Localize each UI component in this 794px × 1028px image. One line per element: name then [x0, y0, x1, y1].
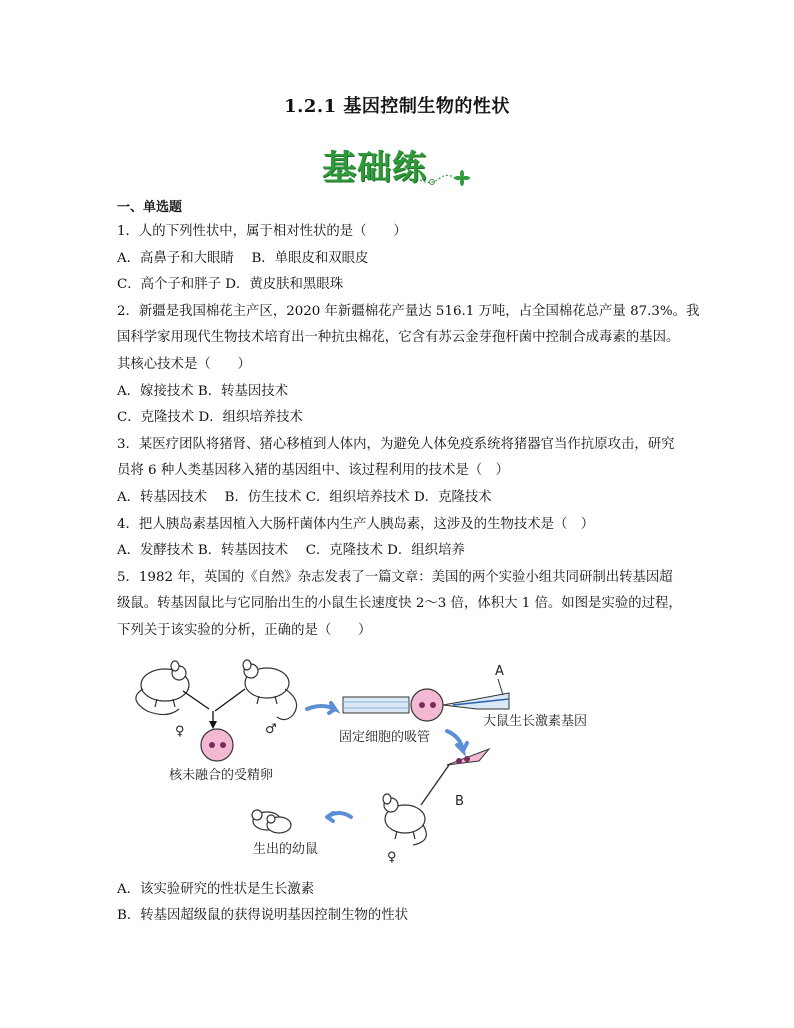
question-3: [117, 432, 677, 512]
page-title: 1.2.1 基因控制生物的性状: [284, 96, 510, 117]
flow-arrow-icon: [327, 813, 351, 821]
question-stem: 1．人的下列性状中，属于相对性状的是（ ）: [117, 224, 407, 239]
badge-label: 基础练: [322, 148, 427, 188]
male-symbol: ♂: [265, 721, 277, 737]
surrogate-mouse-icon: [383, 794, 426, 845]
question-stem: 下列关于该实验的分析，正确的是（ ）: [117, 622, 372, 638]
question-4: [117, 512, 677, 565]
section-heading: 一、单选题: [117, 200, 183, 215]
option-line: C．高个子和胖子 D．黄皮肤和黑眼珠: [117, 277, 344, 293]
baby-mice-icon: [252, 810, 291, 833]
question-stem: 员将 6 种人类基因移入猪的基因组中、该过程利用的技术是（ ）: [117, 463, 509, 479]
female-symbol-2: ♀: [387, 849, 397, 865]
question-stem: 其核心技术是（ ）: [117, 356, 251, 372]
pipette-label: 固定细胞的吸管: [339, 729, 431, 745]
fertilized-egg-label: 核未融合的受精卵: [169, 767, 274, 783]
question-stem: 3．某医疗团队将猪肾、猪心移植到人体内，为避免人体免疫系统将猪器官当作抗原攻击，研究: [117, 436, 675, 452]
question-2: [117, 299, 700, 432]
female-symbol: ♀: [175, 723, 185, 739]
flow-arrow-icon: [307, 703, 335, 713]
fertilized-egg-icon: [201, 729, 233, 761]
gene-label: 大鼠生长激素基因: [483, 713, 588, 729]
label-b: B: [455, 793, 464, 809]
option-line: A．转基因技术 B．仿生技术 C．组织培养技术 D．克隆技术: [117, 489, 492, 505]
female-mouse-icon: [136, 661, 189, 715]
flow-arrow-icon: [447, 731, 467, 751]
vine-decoration-icon: [418, 158, 478, 188]
option-line: B．转基因超级鼠的获得说明基因控制生物的性状: [117, 908, 409, 924]
question-stem: 5．1982 年，英国的《自然》杂志发表了一篇文章：美国的两个实验小组共同研制出转基因超: [117, 569, 673, 585]
question-stem: 2．新疆是我国棉花主产区，2020 年新疆棉花产量达 516.1 万吨，占全国棉花总产量 87.3%。我: [117, 303, 700, 319]
option-line: A．嫁接技术 B．转基因技术: [117, 383, 289, 399]
option-line: C．克隆技术 D．组织培养技术: [117, 410, 303, 426]
option-line: A．该实验研究的性状是生长激素: [117, 881, 315, 897]
question-5: [117, 565, 682, 930]
question-stem: 级鼠。转基因鼠比与它同胎出生的小鼠生长速度快 2～3 倍，体积大 1 倍。如图是实验的过程，: [117, 596, 682, 612]
question-list: [117, 199, 700, 930]
label-a: A: [495, 663, 504, 679]
offspring-label: 生出的幼鼠: [253, 841, 319, 857]
exercise-badge: [318, 140, 478, 192]
question-stem: 国科学家用现代生物技术培育出一种抗虫棉花，它含有苏云金芽孢杆菌中控制合成毒素的基因。: [117, 330, 680, 346]
male-mouse-icon: [243, 660, 297, 720]
option-line: A．发酵技术 B．转基因技术 C．克隆技术 D．组织培养: [117, 543, 465, 559]
option-line: A．高鼻子和大眼睛 B．单眼皮和双眼皮: [117, 250, 369, 266]
question-stem: 4．把人胰岛素基因植入大肠杆菌体内生产人胰岛素，这涉及的生物技术是（ ）: [117, 516, 595, 532]
experiment-figure: [117, 659, 677, 871]
question-1: [117, 219, 677, 299]
